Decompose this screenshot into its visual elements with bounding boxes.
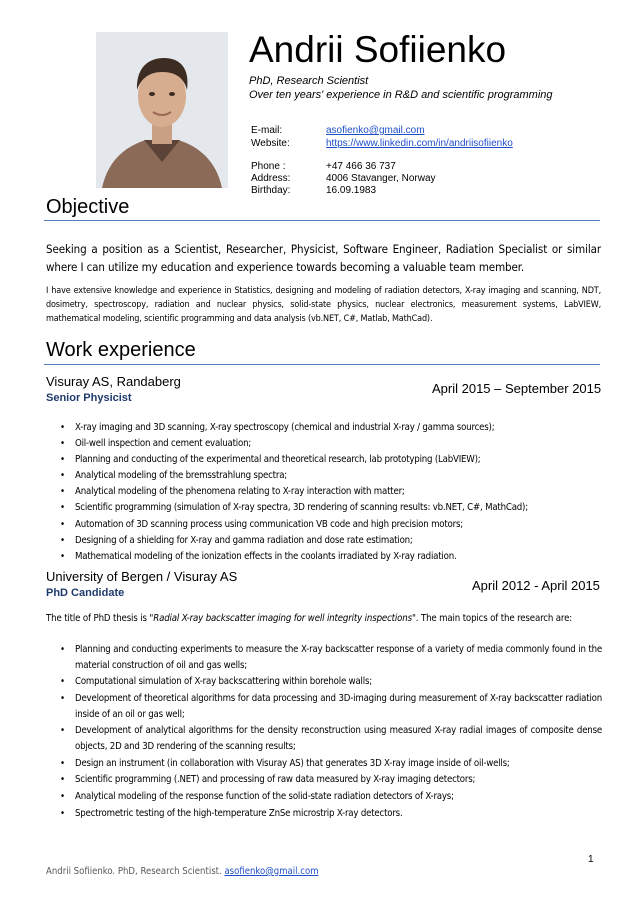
job-dates: April 2012 - April 2015 bbox=[472, 578, 600, 593]
work-divider bbox=[44, 364, 600, 365]
address-label: Address: bbox=[251, 173, 291, 184]
list-item: • Development of theoretical algorithms for data processing and 3D-imaging during measurement of X-ray backscatter radiation inside of an oil or gas well; bbox=[46, 691, 602, 722]
list-item: • Planning and conducting of the experimental and theoretical research, lab prototyping (LabVIEW); bbox=[46, 452, 600, 468]
objective-heading: Objective bbox=[46, 196, 130, 218]
list-item: • Scientific programming (.NET) and processing of raw data measured by X-ray imaging detectors; bbox=[46, 772, 602, 788]
job-duties-list bbox=[46, 420, 600, 565]
thesis-intro bbox=[46, 610, 601, 627]
phone-label: Phone : bbox=[251, 161, 286, 172]
list-item: • Design an instrument (in collaboration with Visuray AS) that generates 3D X-ray image inside of oil-wells; bbox=[46, 756, 602, 772]
list-item: • Scientific programming (simulation of X-ray spectra, 3D rendering of scanning results: vb.NET, C#, MathCad); bbox=[46, 500, 600, 516]
portrait-image bbox=[96, 32, 228, 188]
list-item: • Analytical modeling of the response function of the solid-state radiation detectors of X-rays; bbox=[46, 789, 602, 805]
thesis-title: Radial X-ray backscatter imaging for well integrity inspections bbox=[153, 613, 412, 624]
objective-summary: Seeking a position as a Scientist, Researcher, Physicist, Software Engineer, Radiation Specialist or similar where I can utilize my education and experience towards becoming a valuable team member. bbox=[46, 242, 601, 274]
objective-details: I have extensive knowledge and experience in Statistics, designing and modeling of radiation detectors, X-ray imaging and scanning, NDT, dosimetry, spectroscopy, radiation and nuclear physics, solid-state physics, nuclear electronics, measurement systems, LabVIEW, mathematical modeling, scientific programming and data analysis (vb.NET, C#, Matlab, MathCad). bbox=[46, 286, 601, 324]
thesis-intro-post: ". The main topics of the research are: bbox=[411, 613, 573, 624]
objective-divider bbox=[44, 220, 600, 221]
list-item: • Spectrometric testing of the high-temperature ZnSe microstrip X-ray detectors. bbox=[46, 806, 602, 822]
work-heading: Work experience bbox=[46, 339, 196, 361]
job-role: PhD Candidate bbox=[46, 587, 125, 599]
thesis-intro-pre: The title of PhD thesis is " bbox=[46, 613, 154, 624]
email-label: E-mail: bbox=[251, 125, 283, 136]
list-item: • Development of analytical algorithms for the density reconstruction using measured X-ray radial images of composite dense objects, 2D and 3D rendering of the scanning results; bbox=[46, 723, 602, 754]
list-item: • Oil-well inspection and cement evaluation; bbox=[46, 436, 600, 452]
website-label: Website: bbox=[251, 138, 290, 149]
job-role: Senior Physicist bbox=[46, 392, 132, 404]
phone-value: +47 466 36 737 bbox=[326, 161, 396, 172]
footer-text: Andrii Sofiienko. PhD, Research Scientist. bbox=[46, 866, 225, 877]
email-link[interactable]: asofienko@gmail.com bbox=[326, 125, 425, 136]
list-item: • Planning and conducting experiments to measure the X-ray backscatter response of a variety of media commonly found in the material construction of oil and gas wells; bbox=[46, 642, 602, 673]
job-organization: University of Bergen / Visuray AS bbox=[46, 569, 238, 584]
birthday-value: 16.09.1983 bbox=[326, 185, 377, 196]
job-dates: April 2015 – September 2015 bbox=[432, 381, 602, 396]
list-item: • Computational simulation of X-ray backscattering within borehole walls; bbox=[46, 674, 602, 690]
website-link[interactable]: https://www.linkedin.com/in/andriisofiienko bbox=[326, 138, 513, 149]
job-organization: Visuray AS, Randaberg bbox=[46, 374, 181, 389]
list-item: • X-ray imaging and 3D scanning, X-ray spectroscopy (chemical and industrial X-ray / gamma sources); bbox=[46, 420, 600, 436]
headline: PhD, Research Scientist bbox=[249, 75, 369, 87]
address-value: 4006 Stavanger, Norway bbox=[326, 173, 436, 184]
list-item: • Analytical modeling of the bremsstrahlung spectra; bbox=[46, 468, 600, 484]
footer-email-link[interactable]: asofienko@gmail.com bbox=[224, 866, 319, 877]
research-topics-list bbox=[46, 642, 602, 823]
page-number: 1 bbox=[588, 854, 594, 865]
list-item: • Automation of 3D scanning process using communication VB code and high precision motors; bbox=[46, 517, 600, 533]
list-item: • Analytical modeling of the phenomena relating to X-ray interaction with matter; bbox=[46, 484, 600, 500]
list-item: • Mathematical modeling of the ionization effects in the coolants irradiated by X-ray radiation. bbox=[46, 549, 600, 565]
footer bbox=[46, 866, 319, 877]
tagline: Over ten years' experience in R&D and scientific programming bbox=[249, 89, 553, 101]
list-item: • Designing of a shielding for X-ray and gamma radiation and dose rate estimation; bbox=[46, 533, 600, 549]
profile-photo bbox=[96, 32, 228, 188]
candidate-name: Andrii Sofiienko bbox=[249, 29, 507, 70]
birthday-label: Birthday: bbox=[251, 185, 291, 196]
